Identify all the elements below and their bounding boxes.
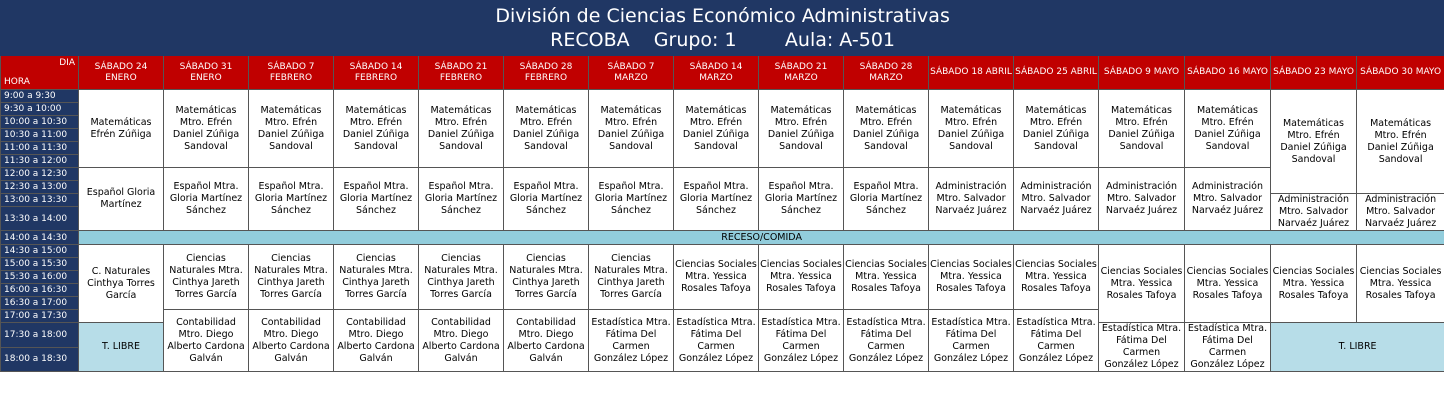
day-header: SÁBADO 30 MAYO (1357, 56, 1444, 90)
class-cell: Ciencias Sociales Mtra. Yessica Rosales Tafoya (1271, 245, 1357, 323)
class-cell: Contabilidad Mtro. Diego Alberto Cardona Galván (504, 310, 589, 372)
class-cell: Español Mtra. Gloria Martínez Sánchez (674, 168, 759, 231)
class-cell: Matemáticas Mtro. Efrén Daniel Zúñiga Sandoval (164, 90, 249, 168)
hour-label: 15:00 a 15:30 (1, 258, 79, 271)
receso-row: RECESO/COMIDA (79, 231, 1444, 245)
class-cell: Matemáticas Mtro. Efrén Daniel Zúñiga Sandoval (1357, 90, 1444, 194)
day-header: SÁBADO 7 MARZO (589, 56, 674, 90)
class-cell: Administración Mtro. Salvador Narvaéz Juárez (1014, 168, 1099, 231)
class-cell: Ciencias Sociales Mtra. Yessica Rosales Tafoya (674, 245, 759, 310)
hour-label: 11:00 a 11:30 (1, 142, 79, 155)
class-cell: Contabilidad Mtro. Diego Alberto Cardona Galván (419, 310, 504, 372)
day-header: SÁBADO 18 ABRIL (929, 56, 1014, 90)
class-cell: Español Mtra. Gloria Martínez Sánchez (419, 168, 504, 231)
hour-label: 9:30 a 10:00 (1, 103, 79, 116)
hour-label: 11:30 a 12:00 (1, 155, 79, 168)
class-cell: Contabilidad Mtro. Diego Alberto Cardona Galván (334, 310, 419, 372)
title-line-1: División de Ciencias Económico Administrativas (495, 5, 950, 27)
class-cell: Español Mtra. Gloria Martínez Sánchez (249, 168, 334, 231)
class-cell: Administración Mtro. Salvador Narvaéz Juárez (1271, 194, 1357, 231)
class-cell: Ciencias Sociales Mtra. Yessica Rosales Tafoya (759, 245, 844, 310)
hour-label: 13:30 a 14:00 (1, 207, 79, 231)
class-cell: Estadística Mtra. Fátima Del Carmen González López (844, 310, 929, 372)
class-cell: Estadística Mtra. Fátima Del Carmen González López (589, 310, 674, 372)
hour-label: 17:30 a 18:00 (1, 323, 79, 348)
title-line-2: RECOBA Grupo: 1 Aula: A-501 (550, 29, 896, 51)
hour-label: 15:30 a 16:00 (1, 271, 79, 284)
class-cell: Estadística Mtra. Fátima Del Carmen González López (1185, 323, 1271, 372)
class-cell: Español Mtra. Gloria Martínez Sánchez (334, 168, 419, 231)
day-header: SÁBADO 14 MARZO (674, 56, 759, 90)
class-cell: Estadística Mtra. Fátima Del Carmen González López (929, 310, 1014, 372)
class-cell: Ciencias Sociales Mtra. Yessica Rosales Tafoya (1099, 245, 1185, 323)
day-header: SÁBADO 7 FEBRERO (249, 56, 334, 90)
hour-label: 18:00 a 18:30 (1, 347, 79, 372)
hour-label: 12:30 a 13:00 (1, 181, 79, 194)
class-cell: Administración Mtro. Salvador Narvaéz Juárez (1185, 168, 1271, 231)
class-cell: Matemáticas Efrén Zúñiga (79, 90, 164, 168)
dia-hora-header (1, 56, 79, 90)
class-cell: Administración Mtro. Salvador Narvaéz Juárez (1099, 168, 1185, 231)
class-cell: Español Mtra. Gloria Martínez Sánchez (164, 168, 249, 231)
class-cell: Español Mtra. Gloria Martínez Sánchez (589, 168, 674, 231)
day-header: SÁBADO 23 MAYO (1271, 56, 1357, 90)
hour-label: 12:00 a 12:30 (1, 168, 79, 181)
class-cell: Matemáticas Mtro. Efrén Daniel Zúñiga Sandoval (1271, 90, 1357, 194)
class-cell: Español Mtra. Gloria Martínez Sánchez (504, 168, 589, 231)
class-cell: Matemáticas Mtro. Efrén Daniel Zúñiga Sandoval (419, 90, 504, 168)
class-cell: Administración Mtro. Salvador Narvaéz Juárez (929, 168, 1014, 231)
class-cell: Ciencias Sociales Mtra. Yessica Rosales Tafoya (1357, 245, 1444, 323)
class-cell: Matemáticas Mtro. Efrén Daniel Zúñiga Sandoval (589, 90, 674, 168)
class-cell: Matemáticas Mtro. Efrén Daniel Zúñiga Sandoval (1014, 90, 1099, 168)
hour-label: 16:00 a 16:30 (1, 284, 79, 297)
class-cell: Ciencias Naturales Mtra. Cinthya Jareth Torres García (249, 245, 334, 310)
class-cell: Ciencias Naturales Mtra. Cinthya Jareth Torres García (164, 245, 249, 310)
class-cell: Matemáticas Mtro. Efrén Daniel Zúñiga Sandoval (334, 90, 419, 168)
class-cell: Ciencias Sociales Mtra. Yessica Rosales Tafoya (1185, 245, 1271, 323)
class-cell: Ciencias Sociales Mtra. Yessica Rosales Tafoya (844, 245, 929, 310)
class-cell: C. Naturales Cinthya Torres García (79, 245, 164, 323)
hora-label: HORA (4, 77, 30, 87)
class-cell: Ciencias Naturales Mtra. Cinthya Jareth Torres García (419, 245, 504, 310)
hour-label: 9:00 a 9:30 (1, 90, 79, 103)
hour-label: 13:00 a 13:30 (1, 194, 79, 207)
day-header: SÁBADO 28 MARZO (844, 56, 929, 90)
class-cell: Matemáticas Mtro. Efrén Daniel Zúñiga Sandoval (1099, 90, 1185, 168)
t-libre-cell: T. LIBRE (1271, 323, 1444, 372)
class-cell: Matemáticas Mtro. Efrén Daniel Zúñiga Sandoval (674, 90, 759, 168)
class-cell: Matemáticas Mtro. Efrén Daniel Zúñiga Sandoval (929, 90, 1014, 168)
class-cell: Estadística Mtra. Fátima Del Carmen González López (1099, 323, 1185, 372)
hour-label: 10:30 a 11:00 (1, 129, 79, 142)
class-cell: Estadística Mtra. Fátima Del Carmen González López (1014, 310, 1099, 372)
day-header: SÁBADO 28 FEBRERO (504, 56, 589, 90)
day-header: SÁBADO 21 FEBRERO (419, 56, 504, 90)
class-cell: Matemáticas Mtro. Efrén Daniel Zúñiga Sandoval (844, 90, 929, 168)
schedule-title (1, 1, 1444, 56)
class-cell: Matemáticas Mtro. Efrén Daniel Zúñiga Sandoval (759, 90, 844, 168)
day-header: SÁBADO 21 MARZO (759, 56, 844, 90)
day-header: SÁBADO 25 ABRIL (1014, 56, 1099, 90)
dia-label: DIA (59, 58, 75, 68)
class-cell: Ciencias Sociales Mtra. Yessica Rosales Tafoya (929, 245, 1014, 310)
hour-label: 17:00 a 17:30 (1, 310, 79, 323)
class-cell: Contabilidad Mtro. Diego Alberto Cardona Galván (249, 310, 334, 372)
class-cell: Español Gloria Martínez (79, 168, 164, 231)
hour-label: 16:30 a 17:00 (1, 297, 79, 310)
day-header: SÁBADO 24 ENERO (79, 56, 164, 90)
day-header: SÁBADO 16 MAYO (1185, 56, 1271, 90)
class-cell: Matemáticas Mtro. Efrén Daniel Zúñiga Sandoval (1185, 90, 1271, 168)
day-header: SÁBADO 14 FEBRERO (334, 56, 419, 90)
class-cell: Ciencias Naturales Mtra. Cinthya Jareth Torres García (334, 245, 419, 310)
class-cell: Estadística Mtra. Fátima Del Carmen González López (759, 310, 844, 372)
hour-label: 14:30 a 15:00 (1, 245, 79, 258)
hour-label: 10:00 a 10:30 (1, 116, 79, 129)
class-cell: Administración Mtro. Salvador Narvaéz Juárez (1357, 194, 1444, 231)
class-cell: Matemáticas Mtro. Efrén Daniel Zúñiga Sandoval (249, 90, 334, 168)
t-libre-cell: T. LIBRE (79, 323, 164, 372)
hour-label: 14:00 a 14:30 (1, 231, 79, 245)
class-cell: Español Mtra. Gloria Martínez Sánchez (844, 168, 929, 231)
day-header: SÁBADO 31 ENERO (164, 56, 249, 90)
class-cell: Matemáticas Mtro. Efrén Daniel Zúñiga Sandoval (504, 90, 589, 168)
class-cell: Contabilidad Mtro. Diego Alberto Cardona Galván (164, 310, 249, 372)
class-cell: Ciencias Naturales Mtra. Cinthya Jareth Torres García (504, 245, 589, 310)
class-cell: Ciencias Naturales Mtra. Cinthya Jareth Torres García (589, 245, 674, 310)
class-cell: Ciencias Sociales Mtra. Yessica Rosales Tafoya (1014, 245, 1099, 310)
class-cell: Español Mtra. Gloria Martínez Sánchez (759, 168, 844, 231)
class-cell: Estadística Mtra. Fátima Del Carmen González López (674, 310, 759, 372)
day-header: SÁBADO 9 MAYO (1099, 56, 1185, 90)
